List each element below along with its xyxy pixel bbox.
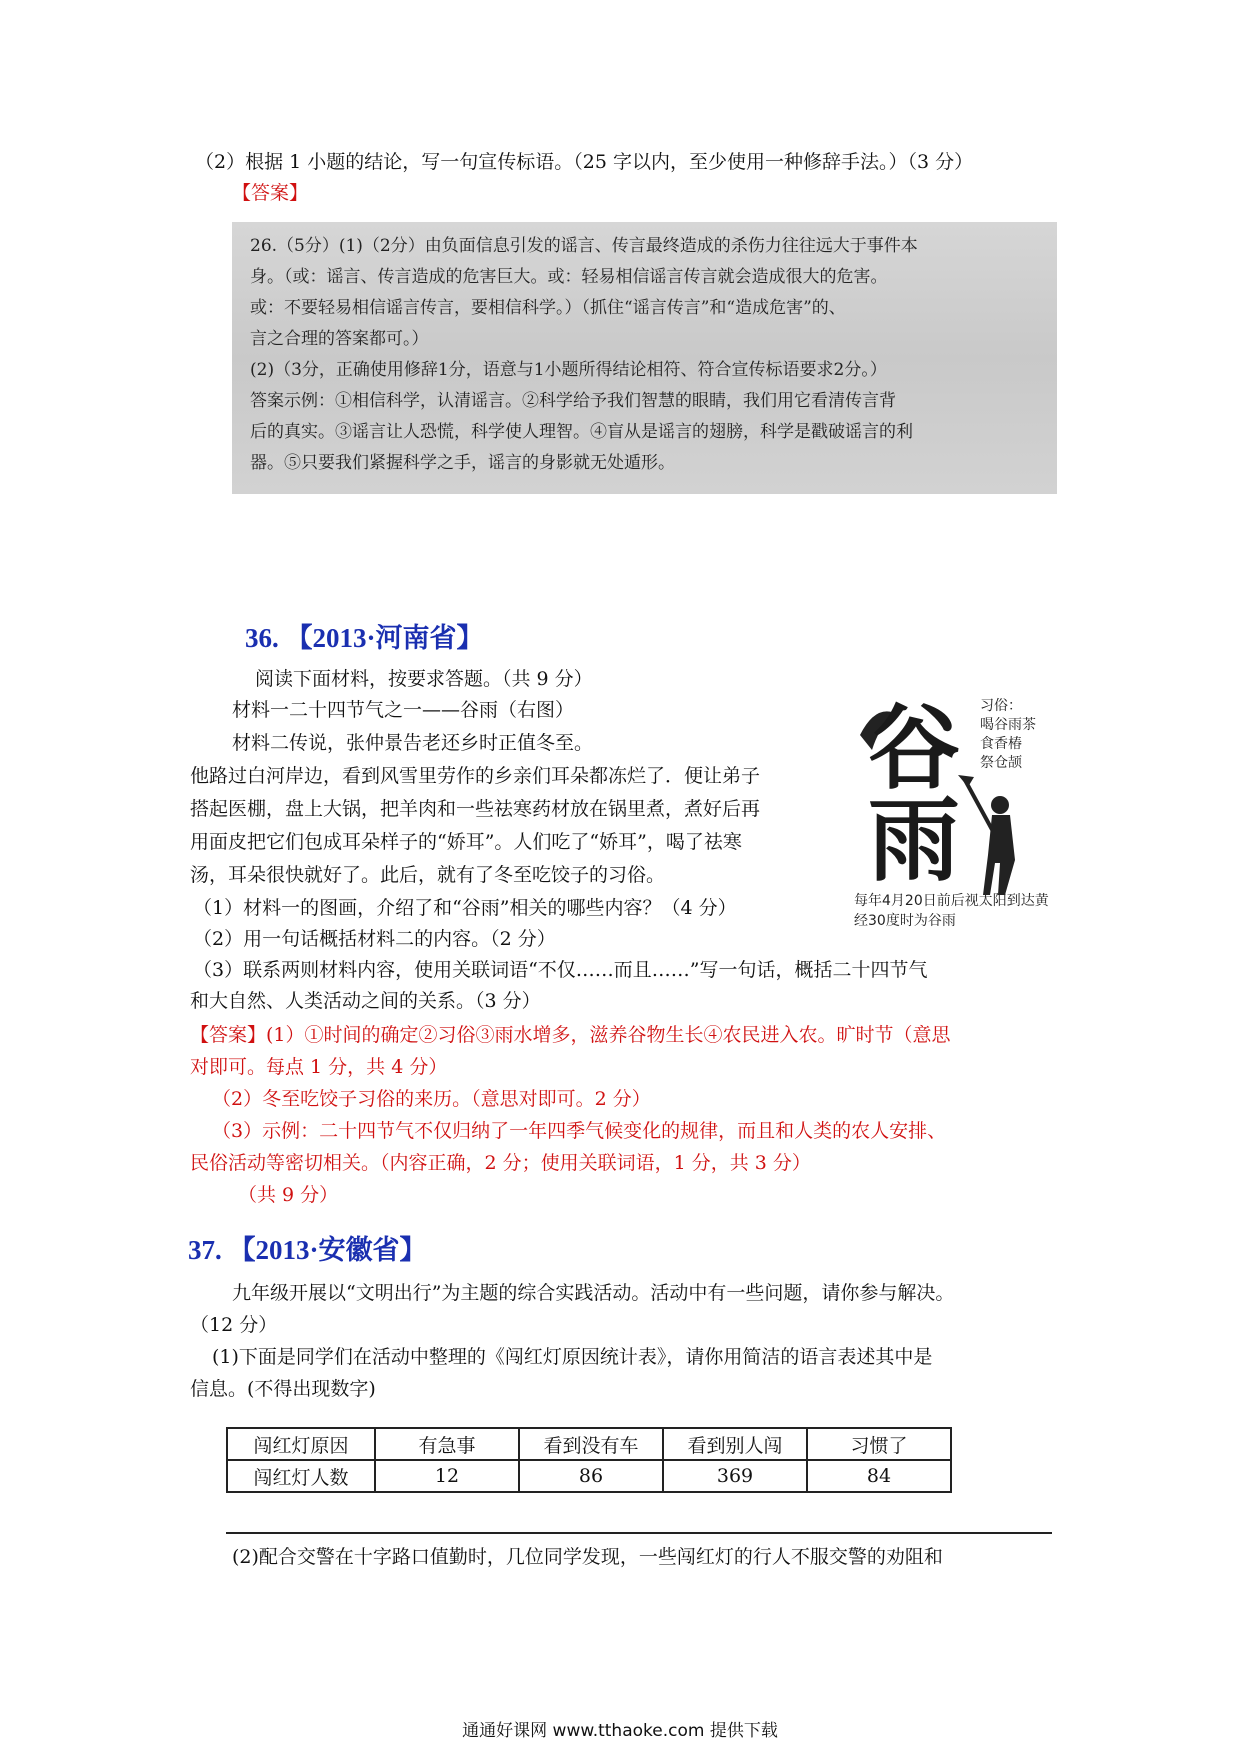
material-1: 材料一二十四节气之一——谷雨（右图） [232,699,575,721]
table-header-cell: 有急事 [375,1428,519,1460]
guyu-note-line: 食香椿 [980,736,1022,752]
question-37-sub: 信息。(不得出现数字) [190,1378,376,1400]
table-row [227,1428,951,1460]
question-36-heading: 36. 【2013·河南省】 [245,623,484,653]
table-header-cell: 习惯了 [807,1428,951,1460]
table-row [227,1460,951,1492]
table-cell: 12 [375,1460,519,1492]
question-37-intro: 九年级开展以“文明出行”为主题的综合实践活动。活动中有一些问题，请你参与解决。 [232,1282,955,1304]
guyu-caption-line: 经30度时为谷雨 [854,913,956,929]
question-36-sub: （1）材料一的图画，介绍了和“谷雨”相关的哪些内容？（4 分） [193,897,737,919]
guyu-char-gu: 谷 [868,695,961,802]
scan-line: (2)（3分，正确使用修辞1分，语意与1小题所得结论相符、符合宣传标语要求2分。） [250,360,887,380]
guyu-char-yu: 雨 [868,787,961,894]
scan-line: 言之合理的答案都可。） [250,329,429,349]
table-cell: 86 [519,1460,663,1492]
material-2-line: 汤，耳朵很快就好了。此后，就有了冬至吃饺子的习俗。 [190,864,666,886]
scan-line: 26.（5分）(1)（2分）由负面信息引发的谣言、传言最终造成的杀伤力往往远大于事件本 [250,236,918,256]
scan-line: 后的真实。③谣言让人恐慌，科学使人理智。④盲从是谣言的翅膀，科学是戳破谣言的利 [250,422,913,442]
table-cell: 369 [663,1460,807,1492]
question-36-sub: （3）联系两则材料内容，使用关联词语“不仅……而且……”写一句话，概括二十四节气 [193,959,928,981]
guyu-note-line: 习俗： [980,698,1022,714]
guyu-custom-note [980,697,1036,773]
material-2-line: 材料二传说，张仲景告老还乡时正值冬至。 [232,732,594,754]
guyu-caption-line: 每年4月20日前后视太阳到达黄 [854,893,1049,909]
scan-line: 或：不要轻易相信谣言传言，要相信科学。）（抓住“谣言传言”和“造成危害”的、 [250,298,846,318]
question-37-heading: 37. 【2013·安徽省】 [188,1235,427,1265]
question-2-text: （2）根据 1 小题的结论，写一句宣传标语。（25 字以内，至少使用一种修辞手法。）（3 分） [195,151,974,173]
table-header-cell: 闯红灯原因 [227,1428,375,1460]
answer-36-line: （2）冬至吃饺子习俗的来历。（意思对即可。2 分） [212,1088,651,1110]
material-2-line: 用面皮把它们包成耳朵样子的“娇耳”。人们吃了“娇耳”，喝了祛寒 [190,831,742,853]
table-header-cell: 看到别人闯 [663,1428,807,1460]
answer-36-line: （共 9 分） [238,1184,339,1206]
question-37-sub: (1)下面是同学们在活动中整理的《闯红灯原因统计表》，请你用简洁的语言表述其中是 [212,1346,933,1368]
table-cell: 闯红灯人数 [227,1460,375,1492]
scan-line: 身。（或：谣言、传言造成的危害巨大。或：轻易相信谣言传言就会造成很大的危害。 [250,267,888,287]
guyu-note-line: 喝谷雨茶 [980,717,1036,733]
scanned-answer-image [232,222,1057,494]
material-2-line: 搭起医棚，盘上大锅，把羊肉和一些祛寒药材放在锅里煮，煮好后再 [190,798,761,820]
question-37-intro: （12 分） [190,1314,278,1336]
table-cell: 84 [807,1460,951,1492]
scan-line: 器。⑤只要我们紧握科学之手，谣言的身影就无处遁形。 [250,453,675,473]
page-footer: 通通好课网 www.tthaoke.com 提供下载 [462,1721,778,1741]
guyu-caption [854,891,1049,931]
answer-tag: 【答案】 [232,182,309,204]
table-header-cell: 看到没有车 [519,1428,663,1460]
question-36-sub: （2）用一句话概括材料二的内容。（2 分） [193,928,556,950]
guyu-note-line: 祭仓颉 [980,755,1022,771]
guyu-illustration [850,695,1060,935]
answer-36-line: 【答案】(1）①时间的确定②习俗③雨水增多，滋养谷物生长④农民进入农。旷时节（意思 [190,1024,951,1046]
answer-36-line: （3）示例：二十四节气不仅归纳了一年四季气候变化的规律，而且和人类的农人安排、 [212,1120,947,1142]
scan-line: 答案示例：①相信科学，认清谣言。②科学给予我们智慧的眼睛，我们用它看清传言背 [250,391,896,411]
question-36-intro: 阅读下面材料，按要求答题。（共 9 分） [255,668,593,690]
question-36-sub: 和大自然、人类活动之间的关系。（3 分） [190,990,541,1012]
answer-36-line: 民俗活动等密切相关。（内容正确，2 分；使用关联词语，1 分，共 3 分） [190,1152,811,1174]
answer-36-line: 对即可。每点 1 分，共 4 分） [190,1056,448,1078]
question-37-sub: (2)配合交警在十字路口值勤时，几位同学发现，一些闯红灯的行人不服交警的劝阻和 [232,1546,943,1568]
divider [226,1532,1052,1534]
material-2-line: 他路过白河岸边，看到风雪里劳作的乡亲们耳朵都冻烂了．便让弟子 [190,765,761,787]
red-light-stats-table [226,1427,952,1493]
